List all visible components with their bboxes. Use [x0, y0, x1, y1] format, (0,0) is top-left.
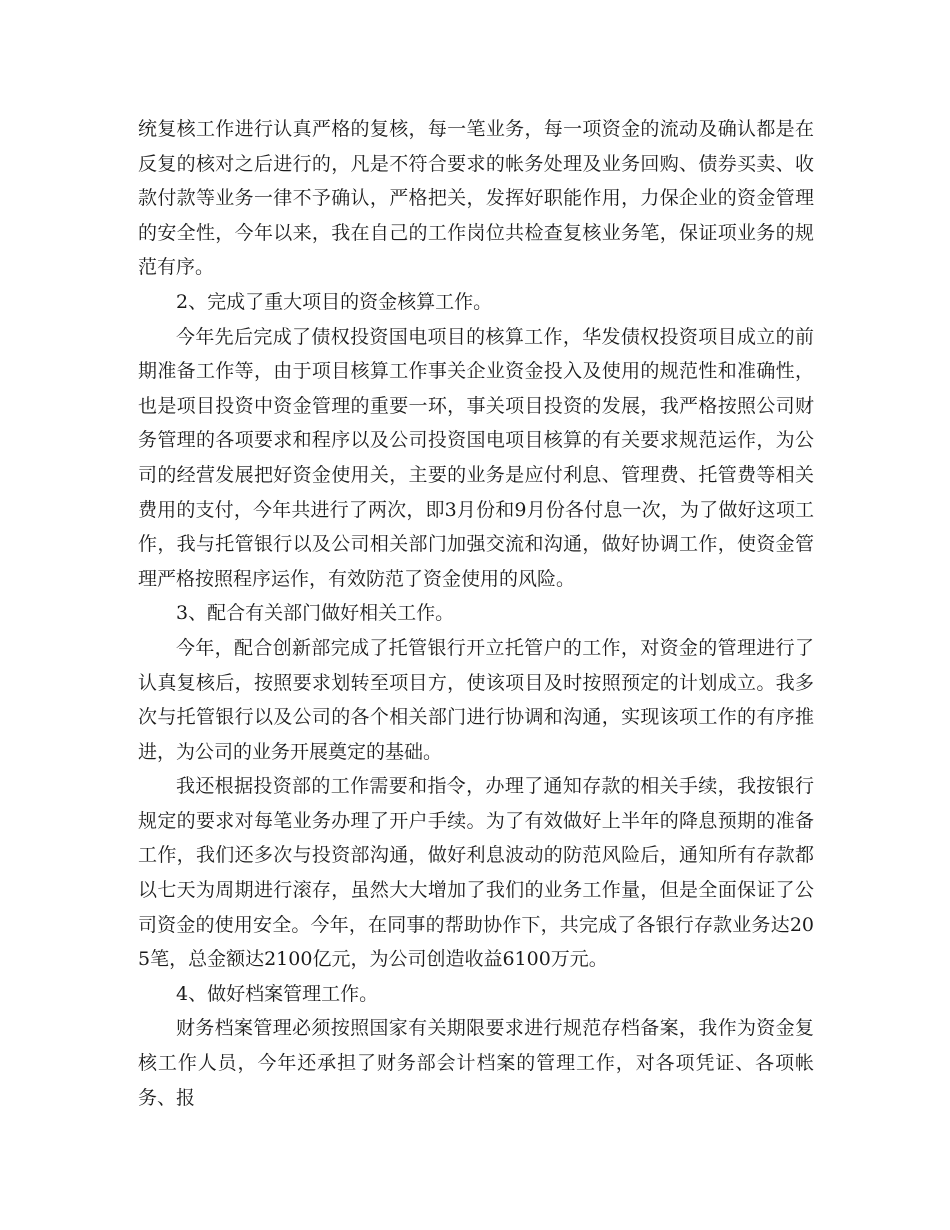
paragraph-review-continuation: 统复核工作进行认真严格的复核，每一笔业务，每一项资金的流动及确认都是在反复的核对之后进行的，凡是不符合要求的帐务处理及业务回购、债券买卖、收款付款等业务一律不予确认，严格把关，发挥好职能作用，力保企业的资金管理的安全性，今年以来，我在自己的工作岗位共检查复核业务笔，保证项业务的规范有序。 [138, 118, 814, 279]
paragraph-project-accounting: 今年先后完成了债权投资国电项目的核算工作，华发债权投资项目成立的前期准备工作等，由于项目核算工作事关企业资金投入及使用的规范性和准确性，也是项目投资中资金管理的重要一环，事关项目投资的发展，我严格按照公司财务管理的各项要求和程序以及公司投资国电项目核算的有关要求规范运作，为公司的经营发展把好资金使用关，主要的业务是应付利息、管理费、托管费等相关费用的支付，今年共进行了两次，即3月份和9月份各付息一次，为了做好这项工作，我与托管银行以及公司相关部门加强交流和沟通，做好协调工作，使资金管理严格按照程序运作，有效防范了资金使用的风险。 [138, 325, 814, 590]
heading-item-3: 3、配合有关部门做好相关工作。 [176, 602, 455, 625]
paragraph-notice-deposit: 我还根据投资部的工作需要和指令，办理了通知存款的相关手续，我按银行规定的要求对每笔业务办理了开户手续。为了有效做好上半年的降息预期的准备工作，我们还多次与投资部沟通，做好利息波动的防范风险后，通知所有存款都以七天为周期进行滚存，虽然大大增加了我们的业务工作量，但是全面保证了公司资金的使用安全。今年，在同事的帮助协作下，共完成了各银行存款业务达205笔，总金额达2100亿元，为公司创造收益6100万元。 [138, 775, 814, 971]
heading-item-4: 4、做好档案管理工作。 [176, 982, 379, 1005]
paragraph-archive-management: 财务档案管理必须按照国家有关期限要求进行规范存档备案，我作为资金复核工作人员，今年还承担了财务部会计档案的管理工作，对各项凭证、各项帐务、报 [138, 1017, 814, 1109]
paragraph-custody-account: 今年，配合创新部完成了托管银行开立托管户的工作，对资金的管理进行了认真复核后，按照要求划转至项目方，使该项目及时按照预定的计划成立。我多次与托管银行以及公司的各个相关部门进行协调和沟通，实现该项工作的有序推进，为公司的业务开展奠定的基础。 [138, 636, 814, 763]
heading-item-2: 2、完成了重大项目的资金核算工作。 [176, 290, 493, 313]
document-page [138, 112, 814, 1115]
